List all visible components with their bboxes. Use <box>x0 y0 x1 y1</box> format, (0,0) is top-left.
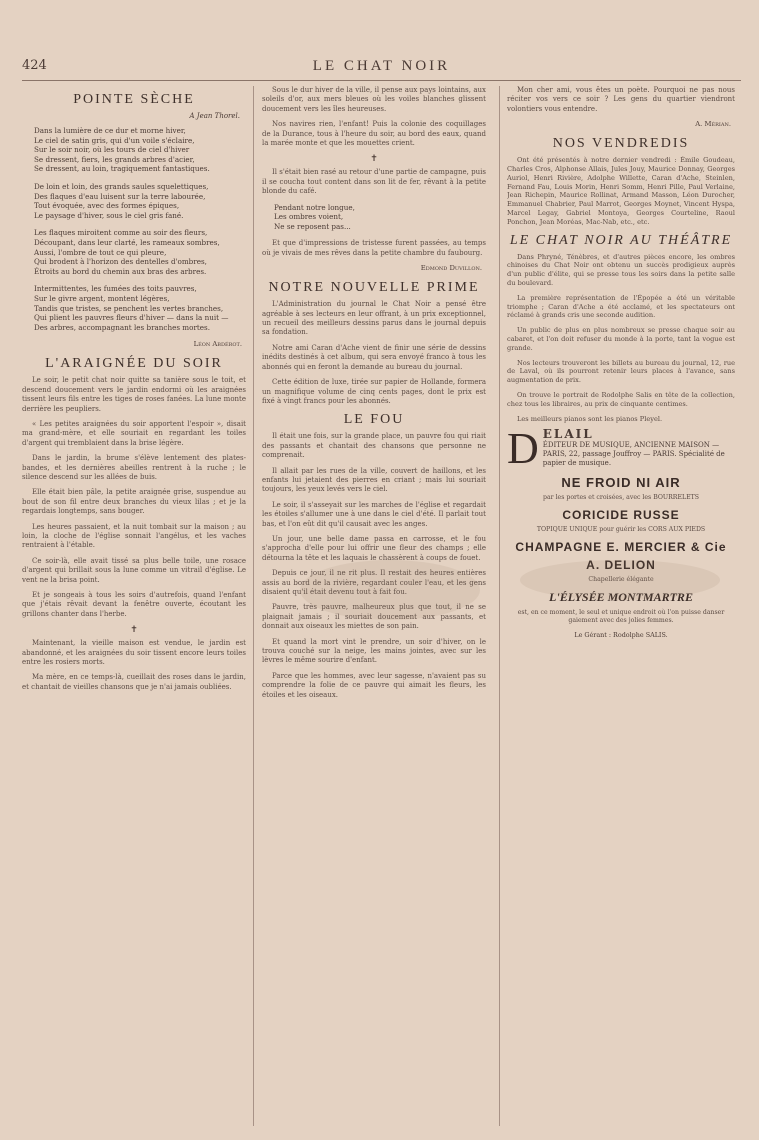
section-ornament: ✝ <box>370 154 378 165</box>
prize-title: NOTRE NOUVELLE PRIME <box>268 280 480 296</box>
section-ornament: ✝ <box>130 625 138 636</box>
paper-fold-stain <box>520 560 720 600</box>
ad-coricide: CORICIDE RUSSE <box>562 508 680 523</box>
delail-name: ELAIL <box>542 427 594 442</box>
ad-delion: A. DELION <box>586 558 656 573</box>
fool-paragraph: Il était une fois, sur la grande place, un pauvre fou qui riait des passants et chantait des chansons que personne ne comprenait. <box>262 432 486 460</box>
poem-title: POINTE SÈCHE <box>73 92 195 107</box>
story-paragraph: Elle était bien pâle, la petite araignée grise, suspendue au bout de son fil entre deux branches du vieux lilas ; et je la regardais longtemps, sans bouger. <box>22 488 246 516</box>
ad-froid: NE FROID NI AIR <box>561 475 681 491</box>
column-3 <box>507 86 735 1116</box>
story-paragraph: Le soir, le petit chat noir quitte sa tanière sous le toit, et descend doucement vers le jardin endormi où les araignées tissent leurs fils entre les tiges de roses fanées. La lune monte derrière les peupliers. <box>22 376 246 413</box>
column-divider <box>499 86 500 1126</box>
header-rule <box>22 80 741 81</box>
article-paragraph: Et que d'impressions de tristesse furent passées, au temps où je vivais de mes rêves dans la petite chambre du faubourg. <box>262 239 486 257</box>
gerant-footer: Le Gérant : Rodolphe SALIS. <box>574 631 668 640</box>
column-1 <box>22 86 246 1116</box>
paper-fold-stain <box>300 560 480 620</box>
journal-title: LE CHAT NOIR <box>312 58 451 74</box>
theatre-paragraph: On trouve le portrait de Rodolphe Salis en tête de la collection, chez tous les libraires, au prix de cinquante centimes. <box>507 390 735 408</box>
letter-signature: A. Mérian. <box>695 120 731 129</box>
ad-elysee: L'ÉLYSÉE MONTMARTRE <box>549 590 693 605</box>
poem-stanza: Dans la lumière de ce dur et morne hiver, Le ciel de satin gris, qui d'un voile s'éclaire, Sur le soir noir, où les tours de ciel d'hiver Se dressent, fiers, les grands arbres d'acier, Se dressent, au loin, tragiquement fantastiques. <box>34 126 210 174</box>
delail-text-block <box>542 427 735 468</box>
poem-stanza: Intermittentes, les fumées des toits pauvres, Sur le givre argent, montent légères, Tandis que tristes, se penchent les vertes branches, Qui plient les pauvres fleurs d'hiver — dans la nuit — Des arbres, accompagnant les branches mortes. <box>34 284 229 332</box>
page-number: 424 <box>22 58 47 73</box>
fridays-title: NOS VENDREDIS <box>552 136 690 152</box>
ad-delion-sub: Chapellerie élégante <box>588 576 654 584</box>
fool-paragraph: Parce que les hommes, avec leur sagesse, n'avaient pas su comprendre la folie de ce pauvre qui aimait les fleurs, les étoiles et les oiseaux. <box>262 671 486 699</box>
poem-stanza: Les flaques miroitent comme au soir des fleurs, Découpant, dans leur clarté, les rameaux sombres, Aussi, l'ombre de tout ce qui pleure, Qui brodent à l'horizon des dentelles d'ombres, Étroits au bord du chemin aux bras des arbres. <box>34 228 220 276</box>
theatre-paragraph: Un public de plus en plus nombreux se presse chaque soir au cabaret, et l'on doit refuser du monde à la porte, tant la vogue est grande. <box>507 326 735 352</box>
story-paragraph: Ma mère, en ce temps-là, cueillait des roses dans le jardin, et chantait de vieilles chansons que je n'ai jamais oubliées. <box>22 673 246 691</box>
ad-champagne: CHAMPAGNE E. MERCIER & Cie <box>515 540 727 555</box>
theatre-paragraph: La première représentation de l'Épopée a été un véritable triomphe ; Caran d'Ache a été acclamé, et les spectateurs ont réclamé à grands cris une seconde audition. <box>507 293 735 320</box>
story-paragraph: Ce soir-là, elle avait tissé sa plus belle toile, une rosace d'argent qui brillait sous la lune comme un vitrail d'église. Le vent ne la brisa point. <box>22 556 246 584</box>
column-divider <box>253 86 254 1126</box>
fool-paragraph: Le soir, il s'asseyait sur les marches de l'église et regardait les étoiles s'allumer une à une dans le ciel d'été. Il parlait tout bas, et l'on eût dit qu'il causait avec les anges. <box>262 500 486 528</box>
poem-stanza: De loin et loin, des grands saules squelettiques, Des flaques d'eau luisent sur la terre labourée, Tout évoquée, avec des formes épiques, Le paysage d'hiver, sous le ciel gris fané. <box>34 181 209 220</box>
prize-paragraph: L'Administration du journal le Chat Noir a pensé être agréable à ses lecteurs en leur offrant, à un prix exceptionnel, un recueil des meilleurs dessins parus dans le journal depuis sa fondation. <box>262 300 486 337</box>
theatre-paragraph: Les meilleurs pianos sont les pianos Pleyel. <box>517 414 663 423</box>
fool-title: LE FOU <box>343 412 405 428</box>
theatre-title: LE CHAT NOIR AU THÉÂTRE <box>509 232 733 248</box>
delail-description: ÉDITEUR DE MUSIQUE, ANCIENNE MAISON — PARIS, 22, passage Jouffroy — PARIS. Spécialité de papier de musique. <box>542 441 725 468</box>
story-paragraph: Les heures passaient, et la nuit tombait sur la maison ; au loin, la cloche de l'église sonnait l'angélus, et les vaches rentraient à l'étable. <box>22 522 246 550</box>
story-paragraph: Maintenant, la vieille maison est vendue, le jardin est abandonné, et les araignées du soir tissent encore leurs toiles entre les rosiers morts. <box>22 639 246 667</box>
fool-paragraph: Il allait par les rues de la ville, couvert de haillons, et les enfants lui jetaient des pierres en criant ; mais lui souriait toujours, les yeux levés vers le ciel. <box>262 466 486 494</box>
delail-advert <box>507 424 735 474</box>
ad-froid-sub: par les portes et croisées, avec les BOURRELETS <box>543 494 699 502</box>
page-header <box>22 58 741 78</box>
article-paragraph: Nos navires rien, l'enfant! Puis la colonie des coquillages de la Durance, tous à l'heure du soir, au bord des eaux, quand la marée monte et que les mouettes crient. <box>262 120 486 148</box>
letter-paragraph: Mon cher ami, vous êtes un poète. Pourquoi ne pas nous réciter vos vers ce soir ? Les gens du quartier viendront volontiers vous entendre. <box>507 86 735 113</box>
prize-paragraph: Notre ami Caran d'Ache vient de finir une série de dessins inédits destinés à cet album, qui sera envoyé franco à tous les abonnés qui en feront la demande au bureau du journal. <box>262 343 486 371</box>
article-paragraph: Sous le dur hiver de la ville, il pense aux pays lointains, aux soleils d'or, aux mers bleues où les voiles blanches glissent doucement vers les îles heureuses. <box>262 86 486 113</box>
fool-paragraph: Et quand la mort vint le prendre, un soir d'hiver, on le trouva couché sur la neige, les mains jointes, avec sur les lèvres le même sourire d'enfant. <box>262 637 486 665</box>
fool-paragraph: Depuis ce jour, il ne rit plus. Il restait des heures entières assis au bord de la rivière, regardant couler l'eau, et les gens disaient qu'il était devenu tout à fait fou. <box>262 569 486 596</box>
theatre-paragraph: Dans Phryné, Ténèbres, et d'autres pièces encore, les ombres chinoises du Chat Noir ont obtenu un succès prodigieux auprès d'un public d'élite, qui se presse tous les soirs dans la petite salle du boulevard. <box>507 252 735 287</box>
article-signature: Edmond Duvillon. <box>420 264 482 273</box>
prize-paragraph: Cette édition de luxe, tirée sur papier de Hollande, formera un magnifique volume de cinq cents pages, dont le prix est fixé à vingt francs pour les abonnés. <box>262 378 486 405</box>
ad-coricide-sub: TOPIQUE UNIQUE pour guérir les CORS AUX PIEDS <box>536 526 706 534</box>
story-paragraph: « Les petites araignées du soir apportent l'espoir », disait ma grand-mère, et elle souriait en regardant les toiles d'argent qui tremblaient dans la brise légère. <box>22 419 246 447</box>
story-title: L'ARAIGNÉE DU SOIR <box>45 356 223 372</box>
poem-signature: Léon Abdérot. <box>193 340 242 349</box>
fool-paragraph: Un jour, une belle dame passa en carrosse, et le fou s'approcha d'elle pour lui offrir une fleur des champs ; elle détourna la tête et les laquais le chassèrent à coups de fouet. <box>262 534 486 562</box>
poem-dedication: A Jean Thorel. <box>189 112 240 120</box>
article-verse: Pendant notre longue, Les ombres voient, Ne se reposent pas... <box>274 202 355 231</box>
delail-initial: D <box>507 424 539 474</box>
fridays-paragraph: Ont été présentés à notre dernier vendredi : Émile Goudeau, Charles Cros, Alphonse Allais, Jules Jouy, Maurice Donnay, Georges Auriol, Henri Rivière, Adolphe Willette, Caran d'Ache, Steinlen, Fernand Fau, Louis Morin, Henri Somm, Henri Pille, Paul Verlaine, Jean Richepin, Maurice Rollinat, Armand Masson, Léon Durocher, Emmanuel Chabrier, Paul Marrot, Georges Moynet, Vincent Hyspa, Marcel Legay, Gabriel Montoya, Georges Courteline, Raoul Ponchon, Jean Moréas, Mac-Nab, etc., etc. <box>507 156 735 226</box>
story-paragraph: Dans le jardin, la brume s'élève lentement des plates-bandes, et les dernières abeilles rentrent à la ruche ; le silence descend sur les allées de buis. <box>22 454 246 481</box>
story-paragraph: Et je songeais à tous les soirs d'autrefois, quand l'enfant que j'étais rêvait devant la fenêtre ouverte, écoutant les grillons chanter dans l'herbe. <box>22 591 246 618</box>
theatre-paragraph: Nos lecteurs trouveront les billets au bureau du journal, 12, rue de Laval, où ils pourront retenir leurs places à l'avance, sans augmentation de prix. <box>507 358 735 385</box>
ad-elysee-sub: est, en ce moment, le seul et unique endroit où l'on puisse danser gaiement avec des jolies femmes. <box>517 609 725 625</box>
fool-paragraph: Pauvre, très pauvre, malheureux plus que tout, il ne se plaignait jamais ; il souriait doucement aux passants, et donnait aux oiseaux les miettes de son pain. <box>262 603 486 631</box>
article-paragraph: Il s'était bien rasé au retour d'une partie de campagne, puis il se coucha tout content dans son lit de fer, rêvant à la petite blonde du café. <box>262 168 486 196</box>
